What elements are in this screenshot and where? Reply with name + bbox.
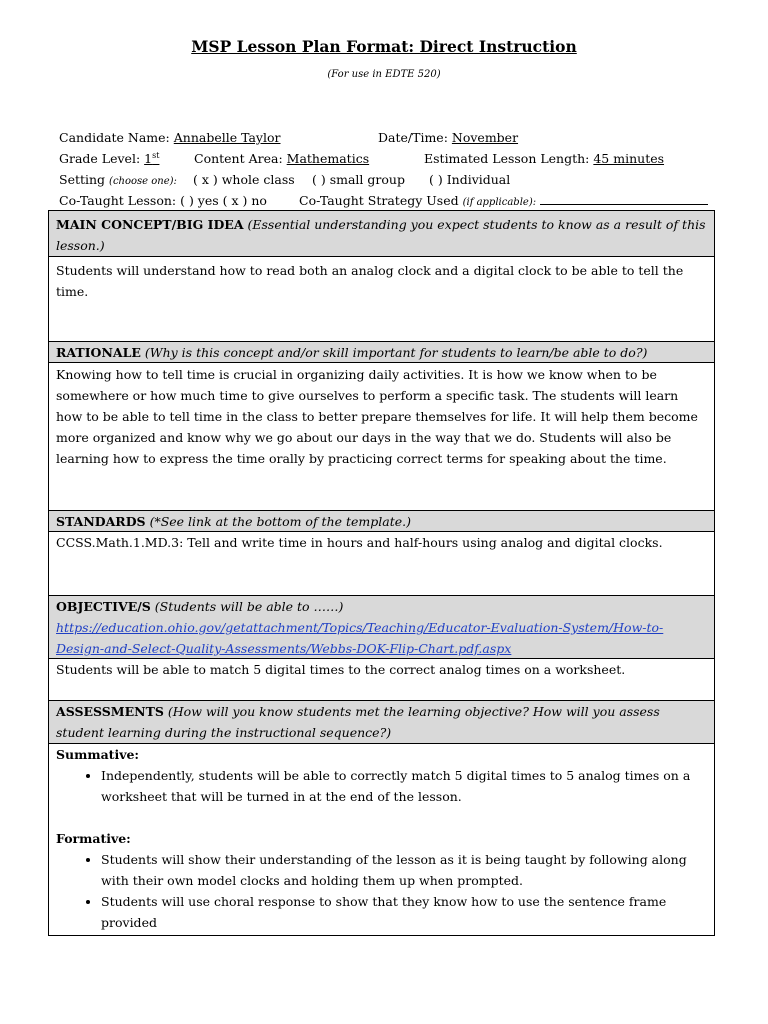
main-concept-header — [49, 211, 714, 256]
candidate-name-field — [59, 130, 281, 145]
summative-label: Summative: — [56, 747, 140, 762]
co-taught-field — [59, 193, 267, 208]
objectives-heading: OBJECTIVE/S — [56, 599, 151, 614]
setting-individual: ( ) Individual — [429, 172, 511, 187]
date-time-field — [378, 130, 518, 145]
assessments-body — [49, 743, 714, 935]
list-item: • Students will use choral response to show that they know how to use the sentence frame provided — [101, 891, 707, 933]
standards-header — [49, 510, 714, 531]
formative-label: Formative: — [56, 831, 131, 846]
document-subtitle: (For use in EDTE 520) — [327, 69, 441, 80]
lesson-length-field — [424, 151, 664, 166]
formative-list — [56, 849, 707, 933]
grade-value: 1st — [144, 151, 160, 167]
objectives-header — [49, 595, 714, 658]
strategy-label: Co-Taught Strategy Used — [299, 193, 459, 208]
main-concept-heading: MAIN CONCEPT/BIG IDEA — [56, 217, 244, 232]
main-concept-prompt: (Essential understanding you expect students to know as a result of this lesson.) — [56, 217, 706, 253]
strategy-blank-line — [540, 193, 708, 205]
objectives-prompt: (Students will be able to ……) — [154, 599, 344, 614]
candidate-value: Annabelle Taylor — [173, 130, 281, 145]
standards-heading: STANDARDS — [56, 514, 146, 529]
assessments-prompt: (How will you know students met the learning objective? How will you assess student learning during the instructional sequence?) — [56, 704, 660, 740]
rationale-prompt: (Why is this concept and/or skill important for students to learn/be able to do?) — [144, 345, 648, 360]
content-area-label: Content Area: — [194, 151, 283, 166]
co-taught-no: ( x ) no — [222, 193, 267, 208]
candidate-label: Candidate Name: — [59, 130, 170, 145]
list-item: • Students will show their understanding of the lesson as it is being taught by following along with their own model clocks and holding them up when prompted. — [101, 849, 707, 891]
assessments-heading: ASSESSMENTS — [56, 704, 164, 719]
rationale-header — [49, 341, 714, 362]
date-value: November — [451, 130, 519, 145]
setting-field — [59, 172, 177, 187]
list-item: • Independently, students will be able to correctly match 5 digital times to 5 analog times on a worksheet that will be turned in at the end of the lesson. — [101, 765, 707, 807]
content-area-field — [194, 151, 369, 166]
date-label: Date/Time: — [378, 130, 448, 145]
strategy-note: (if applicable): — [462, 197, 537, 208]
rationale-body: Knowing how to tell time is crucial in organizing daily activities. It is how we know when to be somewhere or how much time to give ourselves to perform a specific task. The students will learn how to be able to tell time in the class to better prepare themselves for life. It will help them become more organized and know why we go about our days in the way that we do. Students will also be learning how to express the time orally by practicing correct terms for speaking about the time. — [49, 362, 714, 510]
lesson-length-value: 45 minutes — [593, 151, 665, 166]
summative-list — [56, 765, 707, 807]
grade-label: Grade Level: — [59, 151, 141, 167]
document-title: MSP Lesson Plan Format: Direct Instruction — [191, 37, 577, 56]
co-taught-label: Co-Taught Lesson: — [59, 193, 177, 208]
lesson-length-label: Estimated Lesson Length: — [424, 151, 590, 166]
grade-level-field — [59, 151, 159, 166]
main-concept-body: Students will understand how to read both an analog clock and a digital clock to be able to tell the time. — [49, 256, 714, 341]
webbs-dok-link[interactable]: https://education.ohio.gov/getattachment/Topics/Teaching/Educator-Evaluation-System/How-to-Design-and-Select-Quality-Assessments/Webbs-DOK-Flip-Chart.pdf.aspx — [56, 620, 664, 656]
co-taught-strategy-field — [299, 193, 708, 208]
rationale-heading: RATIONALE — [56, 345, 141, 360]
co-taught-yes: ( ) yes — [180, 193, 219, 208]
standards-body: CCSS.Math.1.MD.3: Tell and write time in hours and half-hours using analog and digital clocks. — [49, 531, 714, 595]
objectives-body: Students will be able to match 5 digital times to the correct analog times on a worksheet. — [49, 658, 714, 700]
standards-prompt: (*See link at the bottom of the template.) — [149, 514, 412, 529]
lesson-plan-table — [48, 210, 715, 936]
setting-small-group: ( ) small group — [312, 172, 405, 187]
setting-label: Setting — [59, 172, 106, 187]
setting-note: (choose one): — [109, 176, 177, 187]
setting-whole-class: ( x ) whole class — [193, 172, 295, 187]
assessments-header — [49, 700, 714, 743]
content-area-value: Mathematics — [286, 151, 370, 166]
